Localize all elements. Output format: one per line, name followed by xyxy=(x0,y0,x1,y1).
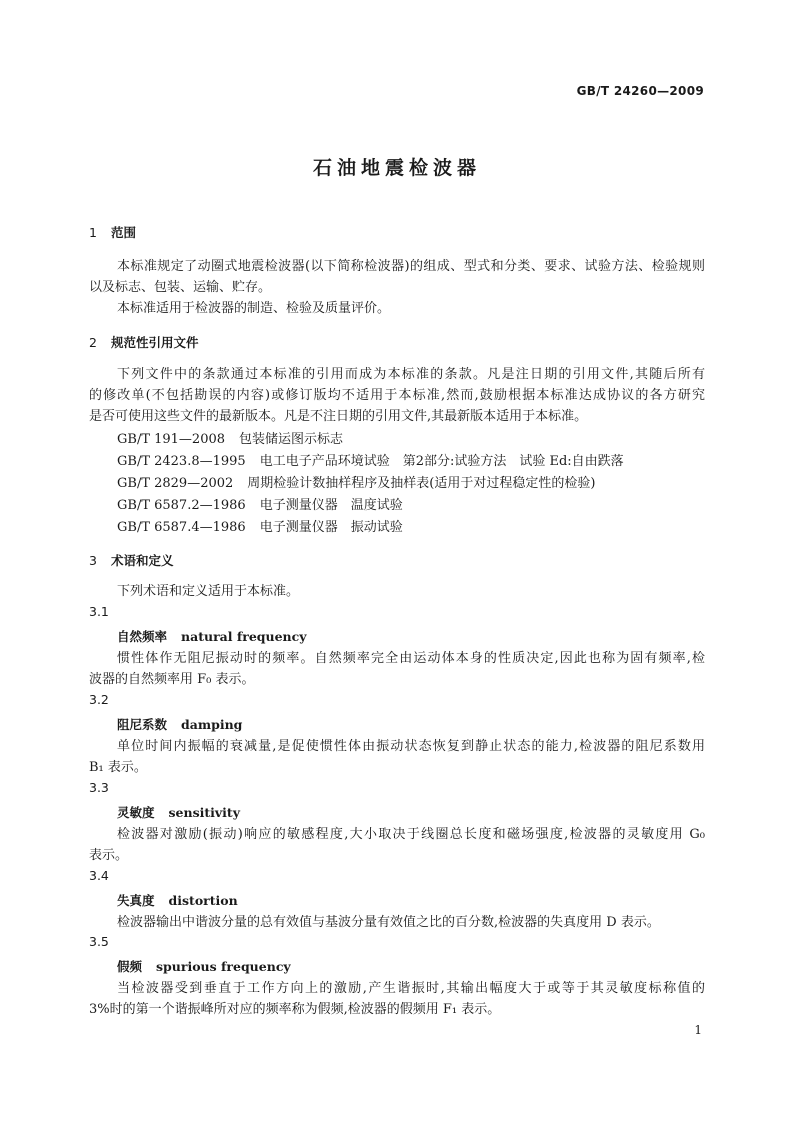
reference-item xyxy=(117,473,595,495)
term-number: 3.5 xyxy=(89,934,109,949)
reference-code: GB/T 6587.2—1986 xyxy=(117,498,246,513)
section-1-heading xyxy=(89,223,136,241)
reference-item xyxy=(117,517,403,539)
definition-line: 3%时的第一个谐振峰所对应的频率称为假频,检波器的假频用 F₁ 表示。 xyxy=(89,1002,501,1017)
paragraph-line: 以及标志、包装、运输、贮存。 xyxy=(89,280,272,295)
reference-title: 电子测量仪器 温度试验 xyxy=(259,498,403,513)
term-zh: 自然频率 xyxy=(117,629,168,644)
term-number: 3.2 xyxy=(89,692,109,707)
page-number: 1 xyxy=(694,1023,702,1037)
term-number: 3.1 xyxy=(89,604,109,619)
paragraph-line: 下列术语和定义适用于本标准。 xyxy=(117,584,300,599)
reference-title: 电子测量仪器 振动试验 xyxy=(259,520,403,535)
term-heading xyxy=(117,715,242,733)
standard-code: GB/T 24260—2009 xyxy=(576,84,704,98)
section-title: 术语和定义 xyxy=(111,553,174,568)
reference-code: GB/T 2423.8—1995 xyxy=(117,454,246,469)
definition-line: 波器的自然频率用 F₀ 表示。 xyxy=(89,672,255,687)
term-zh: 假频 xyxy=(117,959,143,974)
term-heading xyxy=(117,627,307,645)
reference-code: GB/T 2829—2002 xyxy=(117,476,234,491)
term-zh: 阻尼系数 xyxy=(117,717,168,732)
section-2-heading xyxy=(89,333,199,351)
paragraph-line: 是否可使用这些文件的最新版本。凡是不注日期的引用文件,其最新版本适用于本标准。 xyxy=(89,409,588,424)
reference-title: 周期检验计数抽样程序及抽样表(适用于对过程稳定性的检验) xyxy=(247,476,596,491)
reference-item xyxy=(117,429,343,451)
reference-code: GB/T 6587.4—1986 xyxy=(117,520,246,535)
paragraph-line: 下列文件中的条款通过本标准的引用而成为本标准的条款。凡是注日期的引用文件,其随后所有 xyxy=(117,367,705,382)
term-zh: 失真度 xyxy=(117,893,155,908)
definition-line: B₁ 表示。 xyxy=(89,760,147,775)
reference-item xyxy=(117,451,624,473)
term-heading xyxy=(117,957,291,975)
reference-item xyxy=(117,495,403,517)
definition-line: 检波器输出中谐波分量的总有效值与基波分量有效值之比的百分数,检波器的失真度用 D 表示。 xyxy=(117,915,660,930)
definition-line: 检波器对激励(振动)响应的敏感程度,大小取决于线圈总长度和磁场强度,检波器的灵敏度用 G₀ xyxy=(117,827,705,842)
term-en: sensitivity xyxy=(168,805,240,820)
term-en: damping xyxy=(181,717,243,732)
document-title: 石油地震检波器 xyxy=(312,157,481,179)
section-number: 2 xyxy=(89,335,97,350)
term-zh: 灵敏度 xyxy=(117,805,155,820)
section-number: 3 xyxy=(89,553,97,568)
term-heading xyxy=(117,891,238,909)
term-number: 3.4 xyxy=(89,868,109,883)
definition-line: 惯性体作无阻尼振动时的频率。自然频率完全由运动体本身的性质决定,因此也称为固有频率,检 xyxy=(117,651,705,666)
section-title: 范围 xyxy=(111,225,137,240)
paragraph-line: 本标准规定了动圈式地震检波器(以下简称检波器)的组成、型式和分类、要求、试验方法、检验规则 xyxy=(117,259,705,274)
section-title: 规范性引用文件 xyxy=(111,335,199,350)
definition-line: 单位时间内振幅的衰减量,是促使惯性体由振动状态恢复到静止状态的能力,检波器的阻尼系数用 xyxy=(117,739,705,754)
paragraph-line: 本标准适用于检波器的制造、检验及质量评价。 xyxy=(117,301,391,316)
definition-line: 当检波器受到垂直于工作方向上的激励,产生谐振时,其输出幅度大于或等于其灵敏度标称值的 xyxy=(117,981,705,996)
term-heading xyxy=(117,803,240,821)
term-number: 3.3 xyxy=(89,780,109,795)
section-number: 1 xyxy=(89,225,97,240)
reference-code: GB/T 191—2008 xyxy=(117,432,226,447)
definition-line: 表示。 xyxy=(89,848,129,863)
reference-title: 包装储运图示标志 xyxy=(239,432,344,447)
term-en: distortion xyxy=(168,893,238,908)
section-3-heading xyxy=(89,551,174,569)
paragraph-line: 的修改单(不包括勘误的内容)或修订版均不适用于本标准,然而,鼓励根据本标准达成协议的各方研究 xyxy=(89,388,705,403)
term-en: spurious frequency xyxy=(156,959,291,974)
reference-title: 电工电子产品环境试验 第2部分:试验方法 试验 Ed:自由跌落 xyxy=(259,454,624,469)
term-en: natural frequency xyxy=(181,629,307,644)
